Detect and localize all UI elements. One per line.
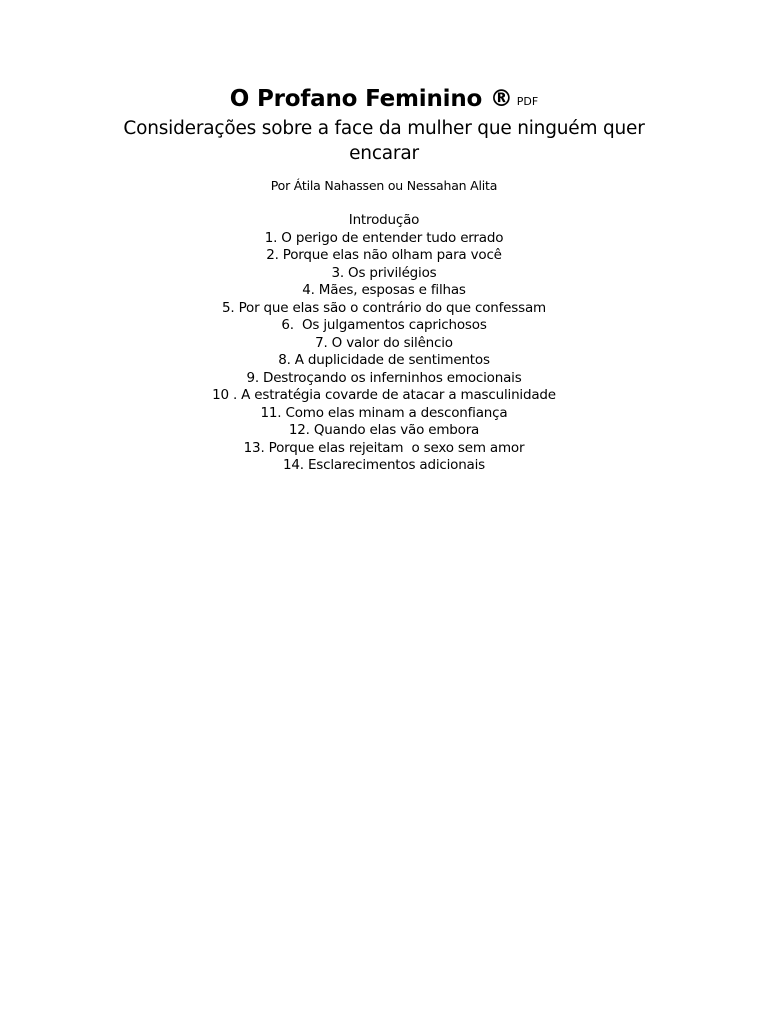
toc-item: 7. O valor do silêncio [315,334,453,351]
document-subtitle: Considerações sobre a face da mulher que ninguém quer encarar [123,118,645,164]
toc-item: Introdução [348,212,420,228]
table-of-contents [0,212,768,475]
toc-item: 13. Porque elas rejeitam o sexo sem amor [243,439,525,456]
title-line [0,86,768,112]
toc-item: 3. Os privilégios [331,264,437,281]
toc-item: 14. Esclarecimentos adicionais [282,457,486,473]
toc-item: 6. Os julgamentos caprichosos [281,317,487,333]
toc-item: 9. Destroçando os inferninhos emocionais [246,369,522,386]
toc-item: 4. Mães, esposas e filhas [302,282,466,298]
toc-item: 1. O perigo de entender tudo errado [264,229,504,246]
toc-item: 11. Como elas minam a desconfiança [260,404,508,421]
author-line: Por Átila Nahassen ou Nessahan Alita [270,178,498,193]
document-title: O Profano Feminino ® [229,86,513,112]
toc-item: 2. Porque elas não olham para você [266,247,502,263]
toc-item: 5. Por que elas são o contrário do que confessam [222,299,546,316]
toc-item: 8. A duplicidade de sentimentos [278,352,490,368]
pdf-tag: PDF [516,95,539,108]
toc-item: 10 . A estratégia covarde de atacar a masculinidade [212,387,556,403]
toc-item: 12. Quando elas vão embora [288,422,480,438]
